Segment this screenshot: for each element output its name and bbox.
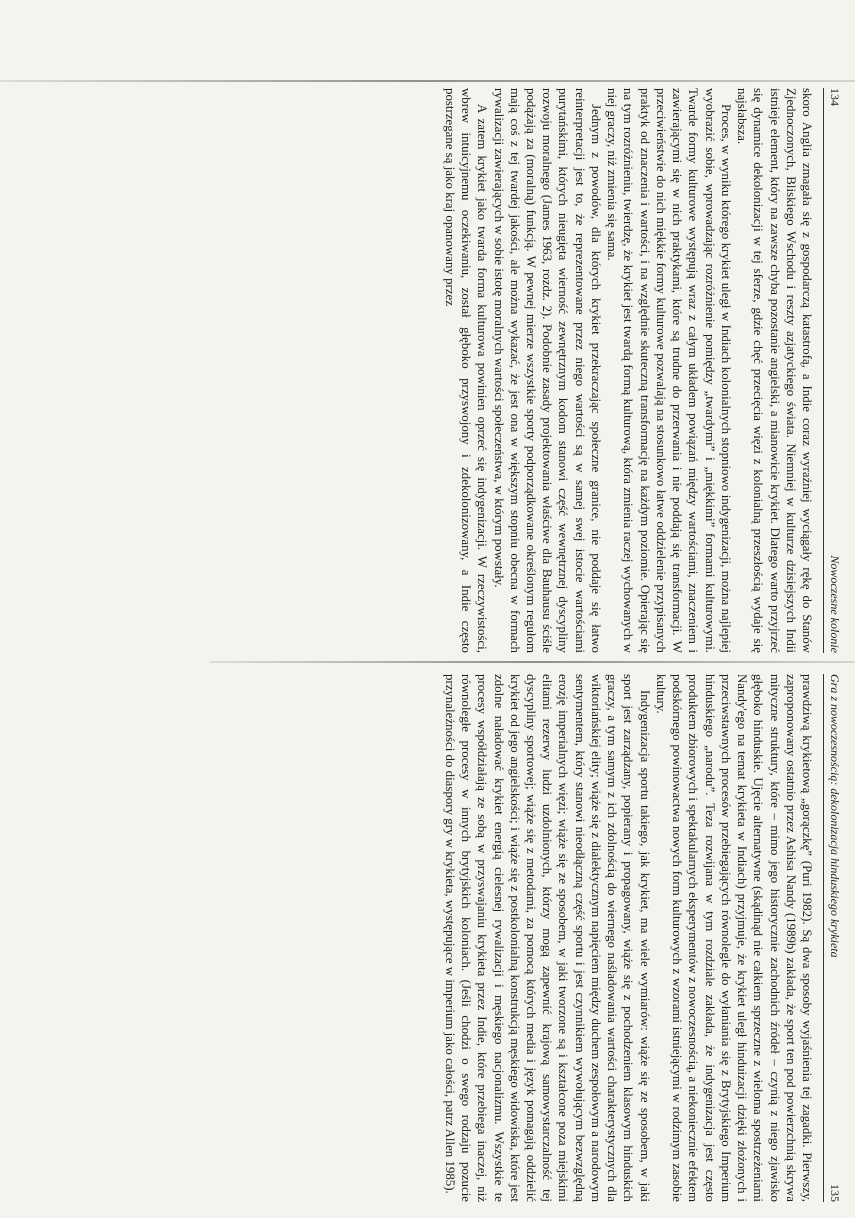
left-page	[92, 88, 842, 653]
paragraph: Proces, w wyniku którego krykiet uległ w Indiach kolonialnych stopniowo indygenizacji, można najlepiej wyobrazić sobie, wprowadzając rozróżnienie pomiędzy „twardymi” i „miękkimi” formami kulturowymi. Twarde formy kulturowe występują wraz z całym układem powiązań między wartościami, znaczeniem i zawierającymi się w nich praktykami, które są trudne do przerwania i nie poddają się transformacji. W przeciwieństwie do nich miękkie formy kulturowe pozwalają na stosunkowo łatwe oddzielenie przypisanych praktyk od znaczenia i wartości, i na względnie skuteczną transformację na każdym poziomie. Opierając się na tym rozróżnieniu, twierdzę, że krykiet jest twardą formą kulturową, która zmienia raczej wychowanych w niej graczy, niż zmienia się sama.	[605, 88, 733, 653]
page-number: 134	[828, 88, 842, 106]
right-page-header	[823, 674, 842, 1202]
left-page-text	[442, 88, 815, 653]
scan-fold-line-middle	[210, 661, 855, 663]
paragraph: Indygenizacja sportu takiego, jak krykiet, ma wiele wymiarów: wiąże się ze sposobem, w jaki sport jest zarządzany, popierany i propagowany, wiąże się z pochodzeniem klasowym hinduskich graczy, a tym samym z ich zdolnością do wiernego naśladowania wartości charakterystycznych dla wiktoriańskiej elity; wiąże się z dialektycznym napięciem między duchem zespołowym a narodowym sentymentem, który stanowi nieodłączną część sportu i jest czynnikiem wywołującym bezwzględną erozję imperialnych więzi; wiąże się ze sposobem, w jaki tworzone są i kształcone poza miejskimi elitami rezerwy ludzi uzdolnionych, którzy mogą zapewnić krajową samowystarczalność tej dyscypliny sportowej; wiąże się z metodami, za pomocą których media i język pomagają oddzielić krykiet od jego angielskości; i wiąże się z postkolonialną konstrukcją męskiego widowiska, które jest zdolne naładować krykiet energią cielesnej rywalizacji i męskiego nacjonalizmu. Wszystkie te procesy współdziałają ze sobą w przyswajaniu krykieta przez Indie, które przebiega inaczej, niż równoległe procesy w innych brytyjskich koloniach. (Jeśli chodzi o swego rodzaju pozucie przynależności do diaspory gry w krykieta, występujące w imperium jako całości, patrz Allen 1985).	[442, 674, 652, 1202]
running-title: Gra z nowoczesnością: dekolonizacja hinduskiego krykieta	[828, 674, 842, 958]
paragraph: skoro Anglia zmagała się z gospodarczą katastrofą, a Indie coraz wyraźniej wyciągały rękę do Stanów Zjednoczonych, Bliskiego Wschodu i reszty azjatyckiego świata. Niemniej w kulturze dzisiejszych Indii istnieje element, który na zawsze chyba pozostanie angielski, a mianowicie krykiet. Dlatego warto przyjrzeć się dynamice dekolonizacji w tej sferze, gdzie chęć przecięcia więzi z kolonialną przeszłością wydaje się najsłabsza.	[735, 88, 814, 653]
paragraph: Jednym z powodów, dla których krykiet przekraczając społeczne granice, nie poddaje się łatwo reinterpretacji jest to, że reprezentowane przez niego wartości są w samej swej istocie wartościami purytańskimi, których nieugięta wierność zewnętrznym kodom stanowi część wewnętrznej dyscypliny rozwoju moralnego (James 1963, rozdz. 2). Podobnie zasady projektowania właściwe dla Bauhausu ściśle podążają za (moralną) funkcją. W pewnej mierze wszystkie sporty podporządkowane określonym regułom mają coś z tej twardej jakości, ale można wykazać, że jest ona w większym stopniu obecna w formach rywalizacji zawierających w sobie istotę moralnych wartości społeczeństwa, w którym powstały.	[491, 88, 603, 653]
scan-fold-line-top	[0, 80, 855, 82]
left-page-header	[823, 88, 842, 653]
running-title: Nowoczesne kolonie	[828, 555, 842, 653]
paragraph: prawdziwą krykietową „gorączkę” (Puri 1982). Są dwa sposoby wyjaśnienia tej zagadki. Pierwszy, zaproponowany ostatnio przez Ashisa Nandy (1989b) zakłada, że sport ten pod powierzchnią skrywa mityczne struktury, które – mimo jego historycznie zachodnich źródeł – czynią z niego zjawisko głęboko hinduskie. Ujęcie alternatywne (skądinąd nie całkiem sprzeczne z wieloma spostrzeżeniami Nandy'ego na temat krykieta w Indiach) przyjmuje, że krykiet uległ hinduizacji dzięki złożonych i przeciwstawnych procesów przebiegających równolegle do wyłaniania się z Brytyjskiego Imperium hinduskiego „narodu”. Teza rozwijana w tym rozdziale zakłada, że indygenizacja jest często produktem zbiorowych i spektakularnych eksperymentów z nowoczesnością, a niekoniecznie efektem podskórnego powinowactwa nowych form kulturowych z wzorami istniejącymi w rodzimym zasobie kultury.	[653, 674, 814, 1202]
paragraph: A zatem krykiet jako twarda forma kulturowa powinien oprzeć się indygenizacji. W rzeczywistości, wbrew intuicyjnemu oczekiwaniu, został głęboko przyswojony i zdekolonizowany, a Indie często postrzegane są jako kraj opanowany przez	[442, 88, 490, 653]
right-page	[92, 674, 842, 1202]
page-number: 135	[828, 1184, 842, 1202]
right-page-text	[442, 674, 815, 1202]
